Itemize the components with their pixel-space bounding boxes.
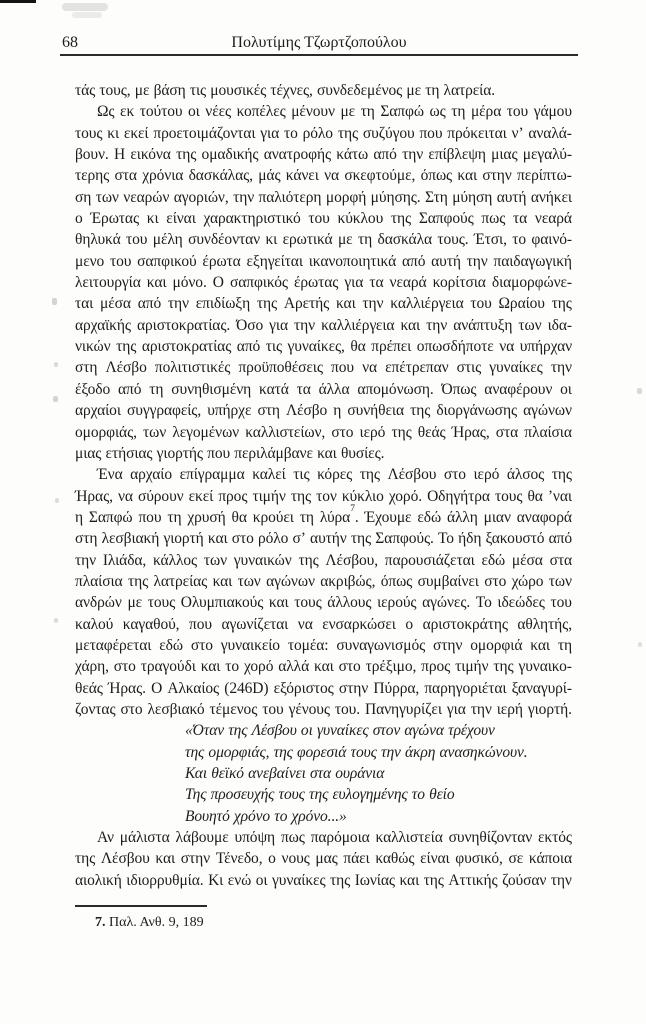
text-line: τερης στα χρόνια δασκάλας, μάς κάνει να σκεφτούμε, όπως και στην περίπτω- [75, 167, 572, 185]
body-text [75, 80, 572, 891]
page-number: 68 [62, 34, 78, 51]
quote-line: «Όταν της Λέσβου οι γυναίκες στον αγώνα τρέχουν [185, 722, 495, 740]
header-rule [60, 54, 578, 56]
text-line: θηλυκά του μέλη συνδέονταν κι ερωτικά με τη δασκάλα τους. Έτσι, το φαινό- [75, 231, 572, 249]
text-line: ση των νεαρών αγοριών, την παλιότερη μορφή μύησης. Στη μύηση αυτή ανήκει [75, 188, 572, 206]
running-title: Πολυτίμης Τζωρτζοπούλου [231, 34, 407, 51]
text-line: αρχαίοι συγγραφείς, υπήρχε στη Λέσβο η συνήθεια της διοργάνωσης αγώνων [75, 402, 572, 420]
text-line: νικών της αριστοκρατίας από τις γυναίκες, θα πρέπει οπωσδήποτε να υπήρχαν [75, 338, 572, 356]
text-line: ζοντας στο λεσβιακό τέμενος του γένους του. Πανηγυρίζει για την ιερή γιορτή. [75, 700, 572, 718]
text-line: Ως εκ τούτου οι νέες κοπέλες μένουν με τη Σαπφώ ως τη μέρα του γάμου [97, 103, 572, 121]
text-line: την Ιλιάδα, κάλλος των γυναικών της Λέσβου, παρουσιάζεται εδώ μέσα στα [75, 551, 572, 569]
quote-line: Και θεϊκό ανεβαίνει στα ουράνια [185, 765, 385, 782]
text-line: η Σαπφώ που τη χρυσή θα κρούει τη λύρα$^7$. Έχουμε εδώ άλλη μιαν αναφορά [75, 504, 572, 526]
text-line: λειτουργία και μόνο. Ο σαπφικός έρωτας για τα νεαρά κορίτσια διαμορφώνε- [75, 274, 572, 292]
text-line: ται μέσα από την επιδίωξη της Αρετής και την καλλιέργεια του Ωραίου της [75, 295, 572, 313]
text-line: στη λεσβιακή γιορτή και στο ρόλο σ’ αυτήν της Σαπφούς. Το ήδη ξακουστό από [75, 530, 573, 548]
text-line: μιας ετήσιας γιορτής που περιλάμβανε και θυσίες. [75, 444, 385, 462]
scan-artifact [55, 498, 59, 503]
quote-line: της ομορφιάς, της φορεσιά τους την άκρη ανασηκώνουν. [185, 743, 528, 761]
footnote [95, 914, 545, 932]
text-line: της Λέσβου και στην Τένεδο, ο νους μας πάει καθώς είναι φυσικό, σε κάποια [75, 850, 572, 868]
quote-line: Βουητό χρόνο το χρόνο...» [185, 807, 347, 825]
text-line: ομορφιάς, των λεγομένων καλλιστείων, στο ιερό της θεάς Ήρας, στα πλαίσια [75, 423, 572, 441]
text-line: βουν. Η εικόνα της ομαδικής ανατροφής κάτω από την επίβλεψη μιας μεγαλύ- [75, 146, 572, 164]
scan-artifact [53, 396, 58, 402]
footnote-marker: 7. [95, 915, 106, 930]
text-line: στη Λέσβο πολιτιστικές προϋποθέσεις που να επέτρεπαν στις γυναίκες την [75, 359, 572, 377]
text-line: καλού καγαθού, που αγωνίζεται να ενσαρκώσει ο αριστοκράτης αθλητής, [75, 615, 572, 633]
text-line: Ένα αρχαίο επίγραμμα καλεί τις κόρες της Λέσβου στο ιερό άλσος της [97, 466, 572, 484]
text-line: ο Έρωτας κι είναι χαρακτηριστικό του κύκλου της Σαπφούς πως τα νεαρά [75, 210, 572, 228]
scan-artifact [54, 618, 58, 623]
scan-artifact [637, 388, 642, 394]
quote-line: Της προσευχής τους της ευλογημένης το θείο [185, 786, 455, 804]
footnote-reference: 7 [350, 504, 355, 515]
text-line: ανδρών με τους Ολυμπιακούς και τους άλλους ιερούς αγώνες. Το ιδεώδες του [75, 594, 572, 612]
text-line: θεάς Ήρας. Ο Αλκαίος (246D) εξόριστος στην Πύρρα, παρηγοριέται ξαναγυρί- [75, 679, 572, 697]
scan-artifact [72, 12, 102, 18]
text-line: τους κι εκεί προετοιμάζονται για το ρόλο της συζύγου που πρόκειται ν’ αναλά- [75, 124, 572, 142]
text-line: μενο του σαπφικού έρωτα εξηγείται ικανοποιητικά από αυτή την παιδαγωγική [75, 252, 572, 270]
text-line: χάρη, στο τραγούδι και το χορό αλλά και στο τρέξιμο, προς τιμήν της γυναικο- [75, 658, 572, 676]
text-line: Αν μάλιστα λάβουμε υπόψη πως παρόμοια καλλιστεία συνηθίζονταν εκτός [97, 829, 572, 847]
scan-artifact [62, 3, 108, 11]
text-line: αρχαϊκής αριστοκρατίας. Όσο για την καλλιέργεια και την ανάπτυξη των ιδα- [75, 316, 572, 334]
footnote-text: Παλ. Ανθ. 9, 189 [105, 915, 204, 930]
text-line: Ήρας, να σύρουν εκεί προς τιμήν της τον κύκλιο χορό. Οδηγήτρα τους θα ’ναι [75, 487, 572, 505]
text-line: αιολική ιδιορρυθμία. Κι ενώ οι γυναίκες της Ιωνίας και της Αττικής ζούσαν την [75, 871, 572, 889]
text-line: έξοδο από τη συνηθισμένη κατά τα άλλα απομόνωση. Όπως αναφέρουν οι [75, 380, 572, 398]
scan-artifact [638, 642, 642, 647]
scan-artifact [54, 362, 58, 367]
text-line: μεταφέρεται εδώ στο γυναικείο τομέα: συναγωνισμός στην ομορφιά και τη [75, 636, 572, 654]
footnote-rule [75, 905, 207, 907]
text-line: τάς τους, με βάση τις μουσικές τέχνες, συνδεδεμένος με τη λατρεία. [75, 82, 496, 99]
text-line: πλαίσια της λατρείας και των αγώνων ακριβώς, όπως συμβαίνει στο χώρο των [75, 572, 572, 590]
scan-artifact [0, 0, 36, 3]
scan-artifact [52, 298, 57, 305]
